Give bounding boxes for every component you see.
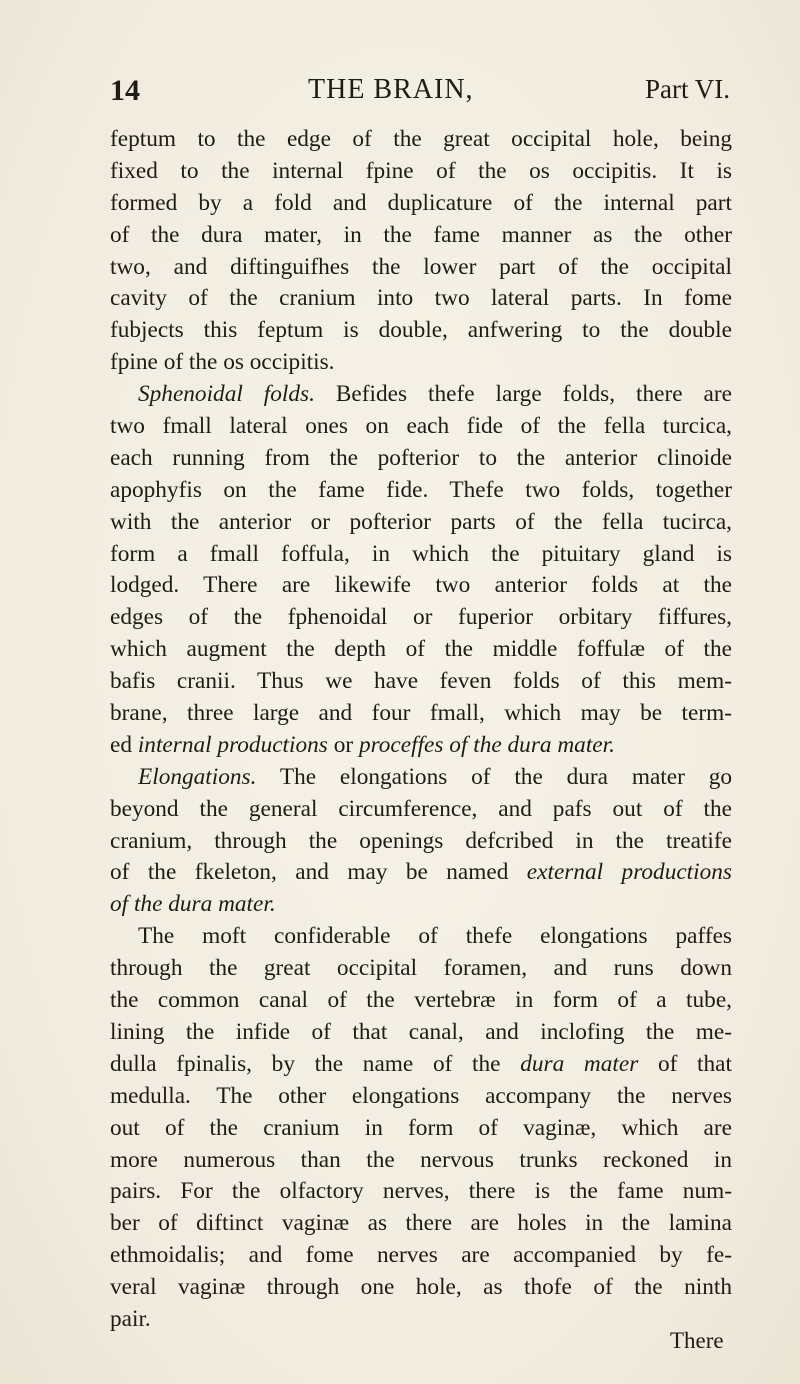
text-line bbox=[110, 411, 732, 443]
page-header bbox=[110, 72, 730, 112]
catchword: There bbox=[670, 1328, 724, 1353]
text-line bbox=[110, 698, 732, 730]
text-line bbox=[110, 602, 732, 634]
text-segment: The moft confiderable of thefe elongations paffes bbox=[138, 923, 732, 950]
text-segment: fixed to the internal fpine of the os occipitis. It is bbox=[110, 157, 732, 184]
text-segment: apophyfis on the fame fide. Thefe two folds, together bbox=[110, 476, 732, 503]
text-segment: bafis cranii. Thus we have feven folds of this mem- bbox=[110, 668, 732, 695]
text-line bbox=[110, 666, 732, 698]
text-line bbox=[110, 220, 732, 252]
text-segment: fpine of the os occipitis. bbox=[110, 349, 335, 376]
text-line bbox=[110, 443, 732, 475]
text-line bbox=[110, 347, 732, 379]
text-segment: ber of diftinct vaginæ as there are holes in the lamina bbox=[110, 1210, 732, 1237]
text-line bbox=[110, 475, 732, 507]
text-line bbox=[110, 570, 732, 602]
text-segment: two, and diftinguifhes the lower part of the occipital bbox=[110, 253, 732, 280]
text-line bbox=[110, 1176, 732, 1208]
text-segment: brane, three large and four fmall, which may be term- bbox=[110, 700, 732, 727]
text-segment: feptum to the edge of the great occipital hole, being bbox=[110, 126, 732, 152]
text-line bbox=[110, 1304, 732, 1336]
italic-term: Sphenoidal folds. bbox=[138, 381, 315, 408]
text-line bbox=[110, 156, 732, 188]
text-segment: lodged. There are likewife two anterior folds at the bbox=[110, 572, 732, 599]
text-line bbox=[110, 283, 732, 315]
text-segment: with the anterior or pofterior parts of the fella tucirca, bbox=[110, 508, 732, 535]
text-segment: dulla fpinalis, by the name of the bbox=[110, 1050, 521, 1077]
text-segment: Befides thefe large folds, there are bbox=[314, 381, 732, 408]
text-segment: ed bbox=[110, 731, 138, 758]
text-line bbox=[110, 762, 732, 794]
text-line bbox=[110, 889, 732, 921]
text-segment: which augment the depth of the middle foffulæ of the bbox=[110, 636, 732, 663]
body-text bbox=[110, 124, 732, 1336]
text-line bbox=[110, 379, 732, 411]
text-segment: out of the cranium in form of vaginæ, which are bbox=[110, 1114, 732, 1141]
text-segment: pair. bbox=[110, 1305, 151, 1332]
italic-term: Elongations. bbox=[138, 763, 257, 790]
running-title: THE BRAIN, bbox=[308, 74, 474, 105]
text-line bbox=[110, 188, 732, 220]
text-line bbox=[110, 315, 732, 347]
text-line bbox=[110, 1113, 732, 1145]
text-segment: cranium, through the openings defcribed in the treatife bbox=[110, 827, 732, 854]
text-segment: formed by a fold and duplicature of the internal part bbox=[110, 189, 732, 216]
text-line bbox=[110, 921, 732, 953]
text-segment: two fmall lateral ones on each fide of the fella turcica, bbox=[110, 413, 732, 440]
text-segment: beyond the general circumference, and pafs out of the bbox=[110, 795, 732, 822]
part-label: Part VI. bbox=[645, 74, 730, 104]
text-segment: the common canal of the vertebræ in form of a tube, bbox=[110, 987, 732, 1014]
text-line bbox=[110, 953, 732, 985]
text-segment: lining the infide of that canal, and inclofing the me- bbox=[110, 1018, 732, 1045]
text-segment: fubjects this feptum is double, anfwering to the double bbox=[110, 317, 732, 344]
text-line bbox=[110, 1272, 732, 1304]
text-segment: of the dura mater, in the fame manner as the other bbox=[110, 221, 732, 248]
text-segment: medulla. The other elongations accompany the nerves bbox=[110, 1082, 732, 1109]
text-line bbox=[110, 794, 732, 826]
page-number: 14 bbox=[110, 74, 140, 107]
text-line bbox=[110, 124, 732, 156]
text-line bbox=[110, 1049, 732, 1081]
text-line bbox=[110, 1081, 732, 1113]
text-segment: form a fmall foffula, in which the pituitary gland is bbox=[110, 540, 732, 567]
text-segment: through the great occipital foramen, and runs down bbox=[110, 955, 732, 982]
text-line bbox=[110, 857, 732, 889]
text-segment: The elongations of the dura mater go bbox=[256, 763, 732, 790]
text-segment: or bbox=[327, 731, 359, 758]
text-segment: veral vaginæ through one hole, as thofe of the ninth bbox=[110, 1274, 732, 1301]
text-segment: each running from the pofterior to the anterior clinoide bbox=[110, 444, 732, 471]
text-line bbox=[110, 252, 732, 284]
text-line bbox=[110, 634, 732, 666]
text-segment: edges of the fphenoidal or fuperior orbitary fiffures, bbox=[110, 604, 732, 631]
text-line bbox=[110, 1208, 732, 1240]
text-line bbox=[110, 826, 732, 858]
text-line bbox=[110, 730, 732, 762]
italic-term: proceffes of the dura mater. bbox=[358, 731, 615, 758]
text-segment: more numerous than the nervous trunks reckoned in bbox=[110, 1146, 732, 1173]
italic-term: of the dura mater. bbox=[110, 891, 276, 918]
text-segment: of the fkeleton, and may be named bbox=[110, 859, 527, 886]
text-segment: of that bbox=[638, 1050, 732, 1077]
text-line bbox=[110, 507, 732, 539]
text-segment: ethmoidalis; and fome nerves are accompanied by fe- bbox=[110, 1242, 732, 1269]
text-segment: pairs. For the olfactory nerves, there is the fame num- bbox=[110, 1178, 732, 1205]
italic-term: internal productions bbox=[137, 731, 328, 758]
italic-term: external productions bbox=[526, 859, 732, 886]
text-segment: cavity of the cranium into two lateral parts. In fome bbox=[110, 285, 732, 312]
text-line bbox=[110, 539, 732, 571]
text-line bbox=[110, 985, 732, 1017]
text-line bbox=[110, 1145, 732, 1177]
italic-term: dura mater bbox=[520, 1050, 639, 1077]
text-line bbox=[110, 1017, 732, 1049]
text-line bbox=[110, 1240, 732, 1272]
